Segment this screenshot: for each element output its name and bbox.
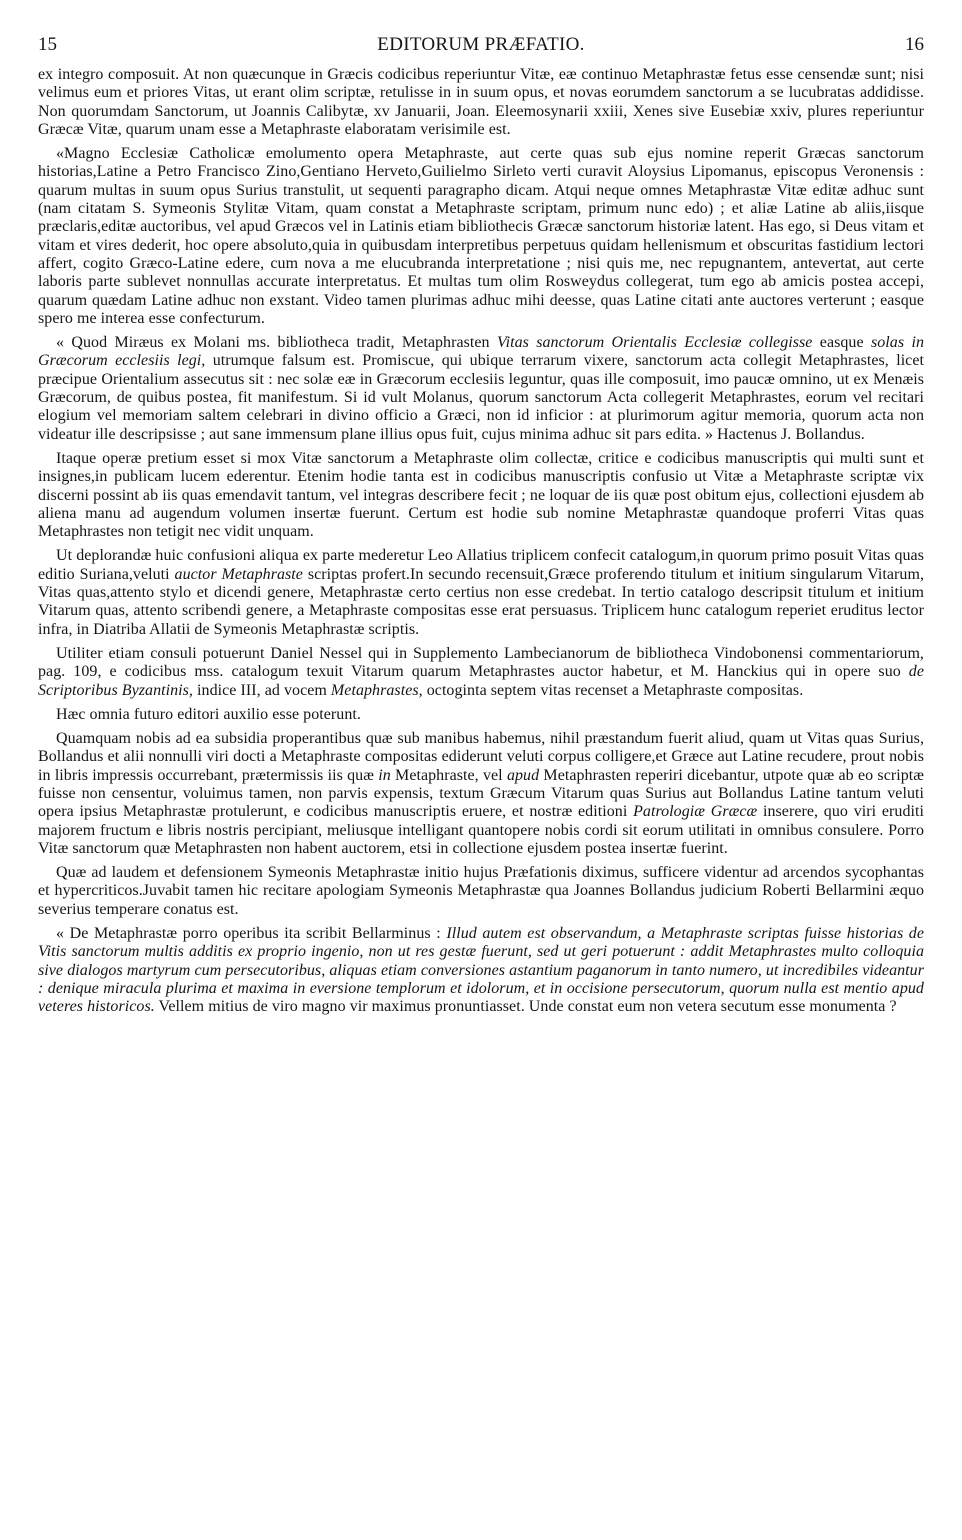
- text-run: « Quod Miræus ex Molani ms. bibliotheca tradit, Metaphrasten: [56, 334, 497, 352]
- text-run: Metaphraste, vel: [390, 766, 507, 784]
- italic-run: Patrologiæ Græcæ: [633, 803, 758, 821]
- paragraph: [38, 925, 924, 1016]
- text-run: Itaque operæ pretium esset si mox Vitæ sanctorum a Metaphraste olim collectæ, critice e codicibus manuscriptis qui multi sunt et insignes,in publicam lucem ederentur. Etenim hodie tanta est in codicibus manuscriptis confusio ut Vitæ a Metaphraste scriptæ vix discerni possint ab iis quas emendavit tantum, vel integras describere fecit ; ne loquar de iis quæ post obitum ejus, collectioni ejusdem ab aliena manu ad augendum volumen insertæ fuerunt. Certum est hodie sub nomine Metaphrastæ quandoque proferri Vitas quas Metaphrastes non tetigit nec vidit unquam.: [38, 449, 924, 541]
- italic-run: de Scriptoribus Byzantinis,: [38, 663, 924, 699]
- text-run: «Magno Ecclesiæ Catholicæ emolumento opera Metaphraste, aut certe quas sub ejus nomine reperit Græcas sanctorum historias,Latine a Petro Francisco Zino,Gentiano Herveto,Guilielmo Sirleto verti curavit Aloysius Lipomanus, episcopus Veronensis : quarum multas in suum opus Surius transtulit, ut sequenti paragrapho dicam. Atqui neque omnes Metaphrastæ Vitæ editæ adhuc sunt (nam citatam S. Symeonis Stylitæ Vitam, quam constat a Metaphraste scriptam, primum nunc edo) ; et aliæ Latine ab aliis,iisque præclaris,editæ auctoribus, vel apud Græcos vel in Latinis etiam bibliothecis Græcæ sanctorum historiæ latent. Has ego, si Deus vitam et vitam et vires dederit, hoc opere absoluto,quia in quibusdam interpretibus perpetuus quidam hellenismum et obscuritas fastidium lectori affert, cogito Græco-Latine edere, cum nova a me elucubranda interpretatione ; nisi quis me, nec repugnantem, antevertat, aut certe laboris parte sublevet nonnullas accurate interpretatus. Et multas tum olim Rosweydus collegerat, tum ego ab amicis postea accepi, quarum quædam Latine adhuc non exstant. Video tamen plurimas adhuc mihi deesse, quas Latine citati ante auctores verterunt ; easque spero me interea esse confecturum.: [38, 145, 924, 327]
- text-run: Quæ ad laudem et defensionem Symeonis Metaphrastæ initio hujus Præfationis diximus, sufficere videntur ad arcendos sycophantas et hypercriticos.Juvabit tamen hic recitare apologiam Symeonis Metaphrastæ qua Joannes Bollandus judicium Roberti Bellarmini æquo severius temperare conatus est.: [38, 864, 924, 918]
- paragraph: [38, 145, 924, 328]
- text-run: inserere, quo viri eruditi majorem fructum e libris nostris percipiant, meliusque intelligant quantopere nobis cordi sit eorum utilitati in omnibus consulere. Porro Vitæ sanctorum quæ Metaphrasten non habent auctorem, etsi in collectione ejusdem postea insertæ fuerint.: [38, 803, 924, 857]
- italic-run: Illud autem est observandum, a Metaphraste scriptas fuisse historias de Vitis sanctorum multis additis ex proprio ingenio, non ut res gestæ fuerunt, sed ut geri potuerunt : addit Metaphrastes multo colloquia sive dialogos martyrum cum persecutoribus, aliquas etiam conversiones astantium paganorum in tanto numero, ut incredibiles videantur : denique miracula plurima et maxima in eversione templorum et idolorum, et in occisione persecutorum, quorum nulla est mentio apud veteres historicos.: [38, 925, 925, 1016]
- running-header: [38, 30, 924, 66]
- text-run: indice III, ad vocem: [192, 681, 331, 699]
- text-run: ex integro composuit. At non quæcunque in Græcis codicibus reperiuntur Vitæ, eæ continuo Metaphrastæ fetus esse censendæ sunt; nisi velimus eum et priores Vitas, ut erant olim scriptæ, retulisse in in suum opus, et novas eorumdem sanctorum a se lucubratas addidisse. Non quorumdam Sanctorum, ut Joannis Calibytæ, xv Januarii, Joan. Eleemosynarii xxiii, Xenes sive Eusebiæ xxiv, plures reperiuntur Græcæ Vitæ, quarum unam esse a Metaphraste elaboratam verisimile est.: [38, 66, 924, 138]
- text-run: octoginta septem vitas recenset a Metaphraste compositas.: [422, 681, 804, 699]
- paragraph: [38, 864, 924, 919]
- running-title: EDITORUM PRÆFATIO.: [377, 34, 585, 55]
- text-run: utrumque falsum est. Promiscue, qui ubique terrarum vixere, sanctorum acta collegit Metaphrastes, licet præcipue Orientalium assecutus sit : nec solæ eæ in Græcorum ecclesiis leguntur, quas ille composuit, imo paucæ omnino, ut ex Menæis Græcorum, de quibus postea, fit manifestum. Si id vult Molanus, quorum sanctorum Acta collegerit Metaphrastes, eorum vel recitari elogium vel memoriam saltem celebrari in divino officio a Græci, non id inficior : at plurimorum agitur memoria, quorum acta non videatur ille descripsisse ; aut sane immensum plane illius opus fuit, cujus minima adhuc sit pars edita. » Hactenus J. Bollandus.: [38, 352, 924, 443]
- italic-run: auctor Metaphraste: [174, 565, 303, 583]
- text-run: Metaphrasten reperiri dicebantur, utpote quæ ab eo scriptæ fuisse non censentur, voluimus tamen, non parvis expensis, textum Græcum Vitarum quas Surius aut Bollandus Latine tantum veluti opera ipsius Metaphrastæ protulerunt, e codicibus manuscriptis eruere, et nostræ editioni: [38, 766, 924, 821]
- paragraph: [38, 334, 924, 444]
- paragraph: [38, 645, 924, 700]
- paragraph: [38, 706, 924, 724]
- paragraph: [38, 66, 924, 139]
- text-run: easque: [812, 334, 871, 352]
- text-run: Hæc omnia futuro editori auxilio esse poterunt.: [56, 705, 361, 723]
- italic-run: Vitas sanctorum Orientalis Ecclesiæ collegisse: [496, 334, 813, 352]
- italic-run: Metaphrastes,: [330, 681, 423, 699]
- body-text: [38, 66, 924, 1017]
- italic-run: solas in Græcorum ecclesiis legi,: [38, 334, 924, 370]
- page-number-right: 16: [905, 34, 924, 55]
- page-number-left: 15: [38, 34, 57, 55]
- italic-run: apud: [506, 766, 540, 784]
- text-run: Vellem mitius de viro magno vir maximus pronuntiasset. Unde constat eum non vetera secutum esse monumenta ?: [154, 998, 897, 1016]
- paragraph: [38, 730, 924, 858]
- text-run: Quamquam nobis ad ea subsidia properantibus quæ sub manibus habemus, nihil præstandum fuerit aliud, quam ut Vitas quas Surius, Bollandus et alii nonnulli viri docti a Metaphraste compositas ediderunt veluti corpus colligere,et Græce aut Latine recudere, prout nobis in libris impressis occurrebant, prætermissis iis quæ: [38, 730, 924, 784]
- text-run: « De Metaphrastæ porro operibus ita scribit Bellarminus :: [56, 925, 447, 943]
- text-run: Utiliter etiam consuli potuerunt Daniel Nessel qui in Supplemento Lambecianorum de bibliotheca Vindobonensi commentariorum, pag. 109, e codicibus mss. catalogum texuit Vitarum quarum Metaphrastes auctor habetur, et M. Hanckius qui in opere suo: [38, 644, 924, 681]
- text-run: scriptas profert.In secundo recensuit,Græce proferendo titulum et initium singularum Vitarum, Vitas quas,attento stylo et dicendi genere, Metaphrastæ certo certius non esse credebat. In tertio catalogo descripsit titulum et initium Vitarum quas, attento scribendi genere, a Metaphraste compositas esse erat persuasus. Triplicem hunc catalogum reperiet eruditus lector infra, in Diatriba Allatii de Symeonis Metaphrastæ scriptis.: [38, 565, 924, 638]
- text-run: Ut deplorandæ huic confusioni aliqua ex parte mederetur Leo Allatius triplicem confecit catalogum,in quorum primo posuit Vitas quas editio Suriana,veluti: [38, 547, 924, 583]
- italic-run: in: [378, 766, 391, 784]
- paragraph: [38, 450, 924, 541]
- page: [38, 30, 924, 1023]
- paragraph: [38, 547, 924, 638]
